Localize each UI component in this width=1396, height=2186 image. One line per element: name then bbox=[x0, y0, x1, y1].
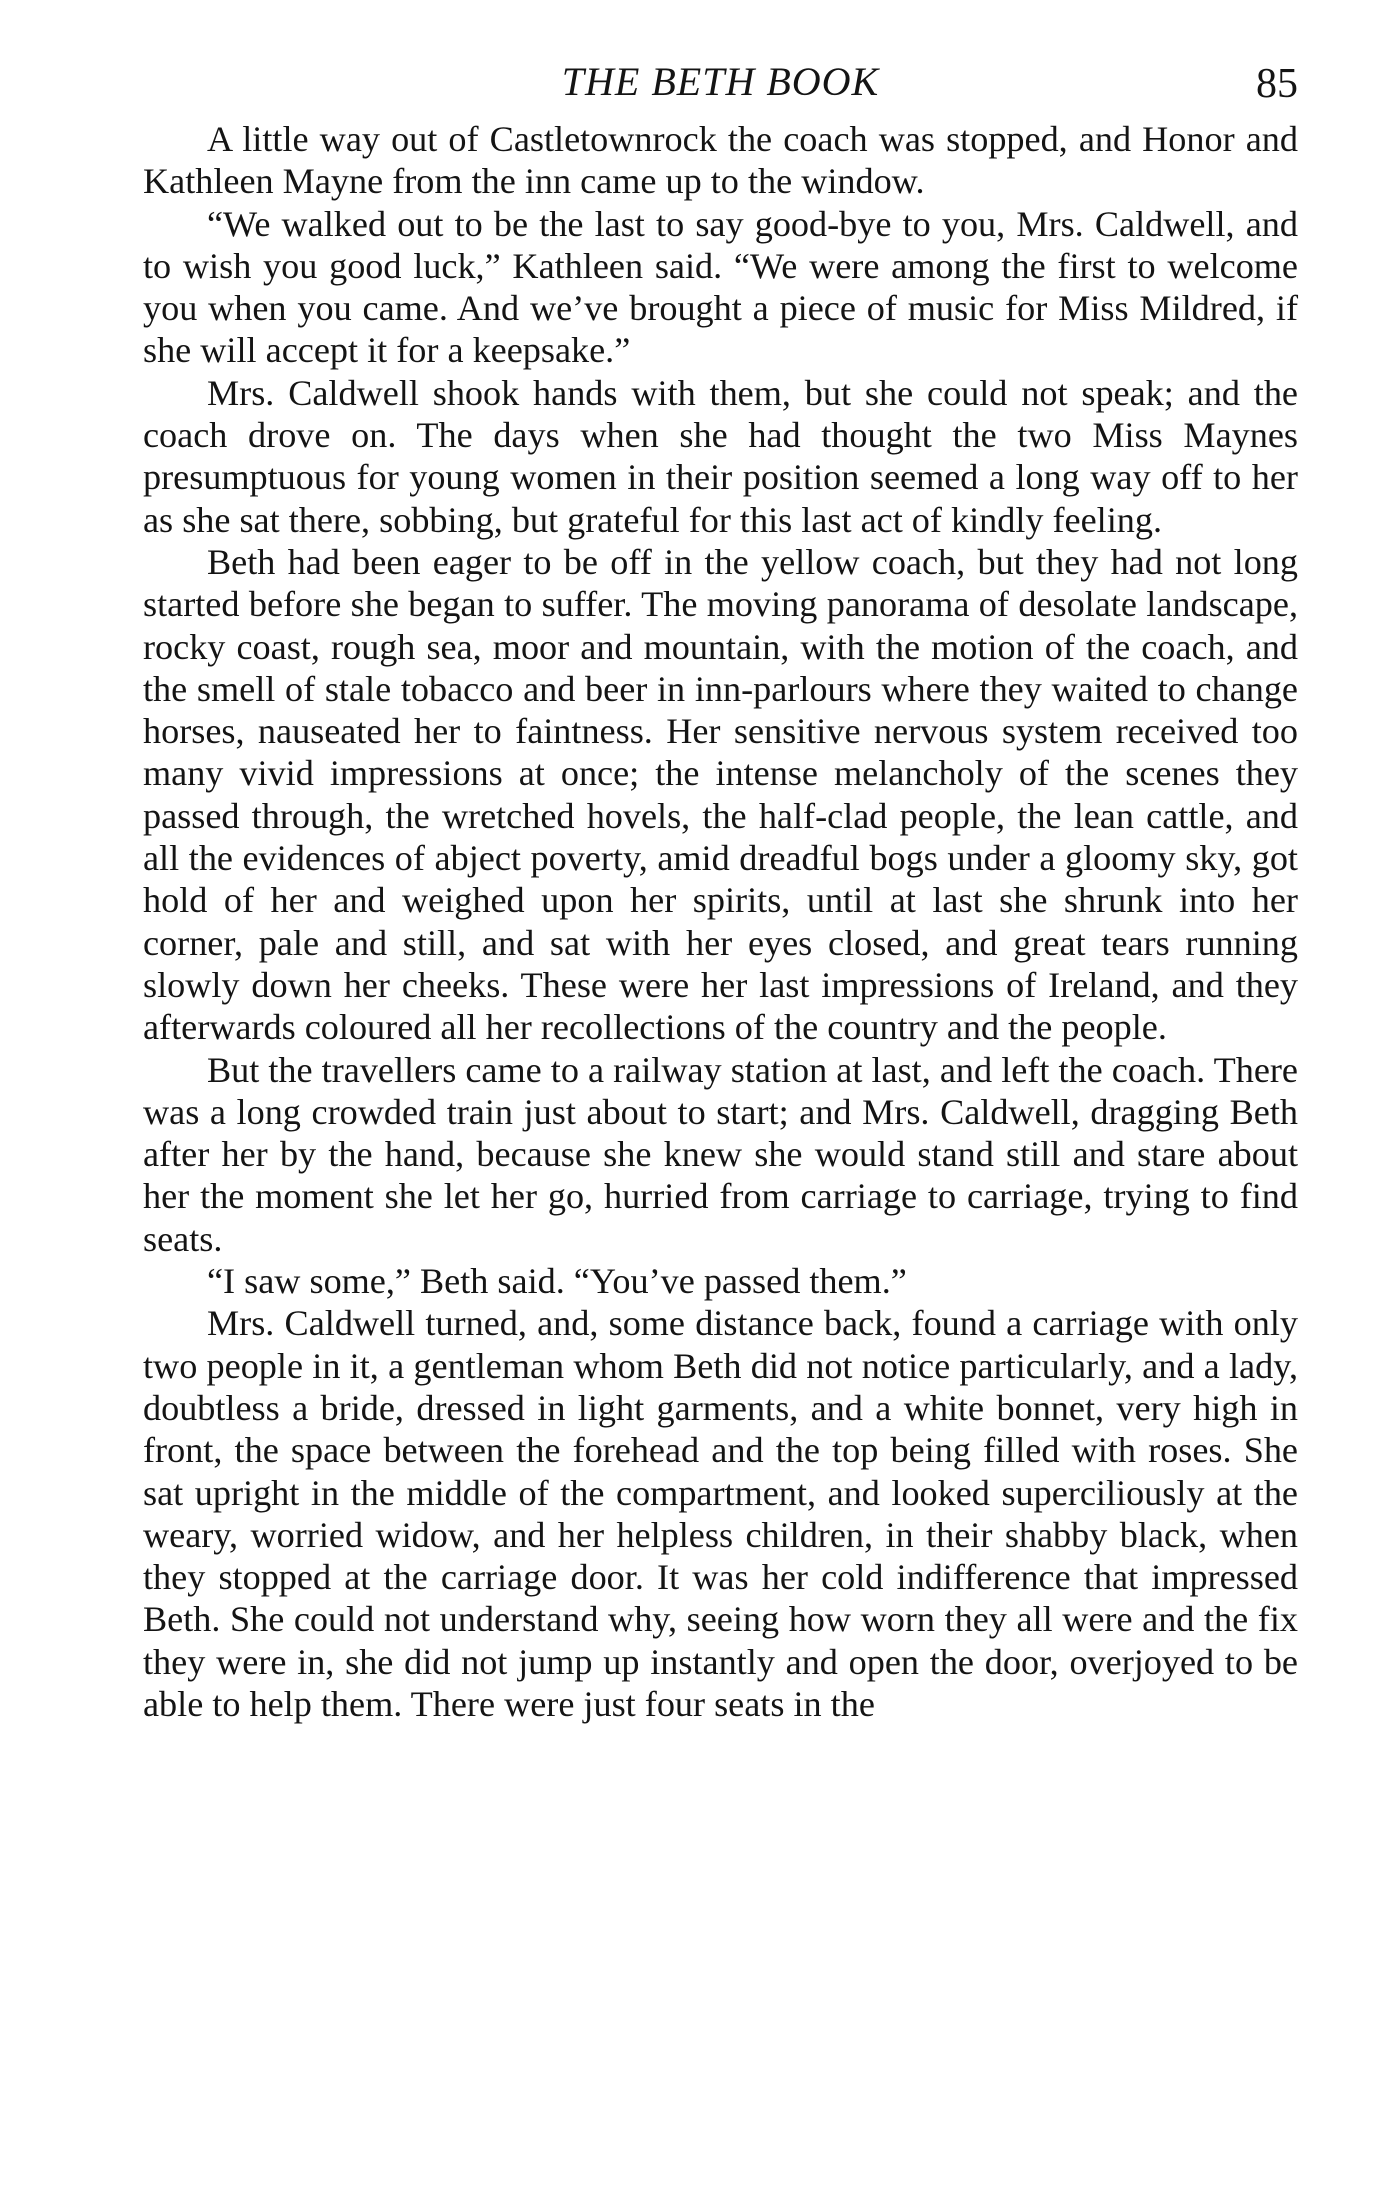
paragraph: Beth had been eager to be off in the yellow coach, but they had not long started before she began to suffer. The moving panorama of desolate landscape, rocky coast, rough sea, moor and mountain, with the motion of the coach, and the smell of stale tobacco and beer in inn-parlours where they waited to change horses, nauseated her to faintness. Her sensitive nervous system received too many vivid impressions at once; the intense melancholy of the scenes they passed through, the wretched hovels, the half-clad people, the lean cattle, and all the evidences of abject poverty, amid dreadful bogs under a gloomy sky, got hold of her and weighed upon her spirits, until at last she shrunk into her corner, pale and still, and sat with her eyes closed, and great tears running slowly down her cheeks. These were her last impressions of Ireland, and they afterwards coloured all her recollections of the country and the people. bbox=[143, 541, 1298, 1048]
running-head bbox=[143, 58, 1298, 118]
paragraph: “I saw some,” Beth said. “You’ve passed them.” bbox=[207, 1261, 907, 1302]
page-number: 85 bbox=[1256, 61, 1298, 107]
paragraph: A little way out of Castletownrock the coach was stopped, and Honor and Kathleen Mayne from the inn came up to the window. bbox=[143, 119, 1298, 202]
paragraph: Mrs. Caldwell turned, and, some distance back, found a carriage with only two people in it, a gentleman whom Beth did not notice particularly, and a lady, doubtless a bride, dressed in light garments, and a white bonnet, very high in front, the space between the forehead and the top being filled with roses. She sat upright in the middle of the compartment, and looked superciliously at the weary, worried widow, and her helpless children, in their shabby black, when they stopped at the carriage door. It was her cold indifference that impressed Beth. She could not understand why, seeing how worn they all were and the fix they were in, she did not jump up instantly and open the door, overjoyed to be able to help them. There were just four seats in the bbox=[143, 1303, 1298, 1724]
body-text bbox=[143, 118, 1298, 1725]
paragraph: “We walked out to be the last to say good-bye to you, Mrs. Caldwell, and to wish you good luck,” Kathleen said. “We were among the first to welcome you when you came. And we’ve brought a piece of music for Miss Mildred, if she will accept it for a keepsake.” bbox=[143, 203, 1298, 371]
paragraph: Mrs. Caldwell shook hands with them, but she could not speak; and the coach drove on. The days when she had thought the two Miss Maynes presumptuous for young women in their position seemed a long way off to her as she sat there, sobbing, but grateful for this last act of kindly feeling. bbox=[143, 372, 1298, 540]
paragraph: But the travellers came to a railway station at last, and left the coach. There was a long crowded train just about to start; and Mrs. Caldwell, dragging Beth after her by the hand, because she knew she would stand still and stare about her the moment she let her go, hurried from carriage to carriage, trying to find seats. bbox=[143, 1049, 1298, 1259]
running-title: THE BETH BOOK bbox=[561, 59, 880, 104]
book-page bbox=[143, 58, 1298, 1725]
